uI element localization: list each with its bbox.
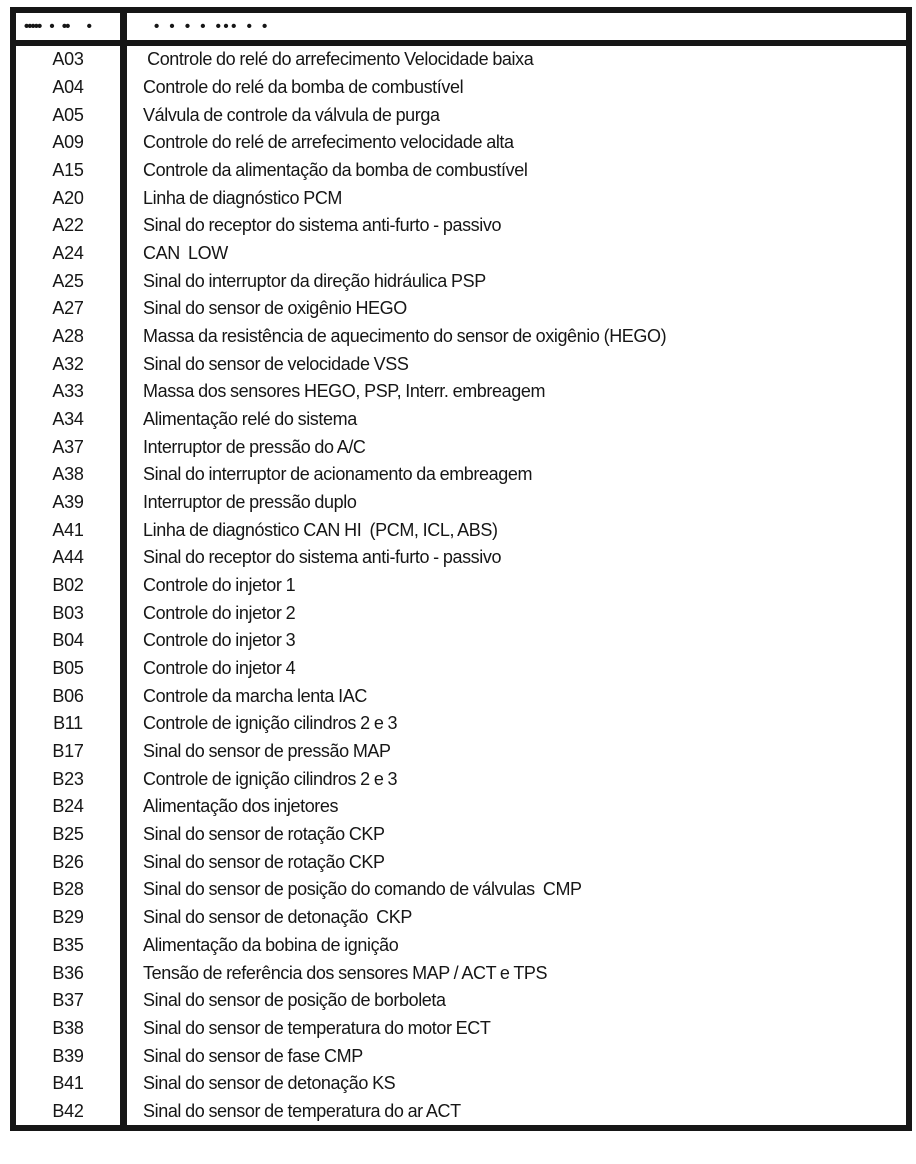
pin-cell: B35 <box>16 932 127 960</box>
description-cell: Sinal do sensor de fase CMP <box>143 1045 363 1066</box>
table-row <box>16 212 906 240</box>
pin-cell: A03 <box>16 46 127 74</box>
table-row <box>16 572 906 600</box>
pin-cell: B41 <box>16 1070 127 1098</box>
description-cell: Sinal do interruptor da direção hidráulica PSP <box>143 270 486 291</box>
table-row <box>16 821 906 849</box>
pin-cell: B06 <box>16 682 127 710</box>
description-cell: Sinal do sensor de rotação CKP <box>143 851 385 872</box>
table-row <box>16 959 906 987</box>
description-cell: Sinal do sensor de oxigênio HEGO <box>143 298 407 319</box>
table-row <box>16 544 906 572</box>
table-row <box>16 710 906 738</box>
pin-cell: A27 <box>16 295 127 323</box>
pin-cell: B25 <box>16 821 127 849</box>
description-cell: Sinal do interruptor de acionamento da embreagem <box>143 464 533 485</box>
table-row <box>16 46 906 74</box>
description-cell: Sinal do sensor de posição de borboleta <box>143 990 446 1011</box>
description-cell: Massa da resistência de aquecimento do sensor de oxigênio (HEGO) <box>143 326 667 347</box>
description-cell: Alimentação dos injetores <box>143 796 339 817</box>
description-cell: Controle da alimentação da bomba de combustível <box>143 160 528 181</box>
pin-cell: A44 <box>16 544 127 572</box>
pin-cell: B37 <box>16 987 127 1015</box>
pin-cell: B04 <box>16 627 127 655</box>
table-row <box>16 489 906 517</box>
pin-cell: B28 <box>16 876 127 904</box>
table-row <box>16 655 906 683</box>
pin-cell: B39 <box>16 1042 127 1070</box>
pin-cell: A24 <box>16 240 127 268</box>
pin-cell: B38 <box>16 1015 127 1043</box>
pin-cell: B17 <box>16 738 127 766</box>
description-cell: Controle do injetor 1 <box>143 575 296 596</box>
table-row <box>16 1070 906 1098</box>
table-row <box>16 876 906 904</box>
description-cell: Sinal do sensor de posição do comando de válvulas CMP <box>143 879 582 900</box>
table-row <box>16 987 906 1015</box>
table-row <box>16 184 906 212</box>
table-row <box>16 323 906 351</box>
description-cell: Sinal do receptor do sistema anti-furto - passivo <box>143 547 502 568</box>
description-cell: Sinal do receptor do sistema anti-furto - passivo <box>143 215 502 236</box>
pin-cell: A32 <box>16 350 127 378</box>
table-row <box>16 433 906 461</box>
table-row <box>16 1098 906 1126</box>
table-row <box>16 240 906 268</box>
description-cell: Controle do injetor 4 <box>143 658 296 679</box>
pin-cell: B42 <box>16 1098 127 1126</box>
pin-cell: B24 <box>16 793 127 821</box>
table-row <box>16 848 906 876</box>
pin-cell: A41 <box>16 516 127 544</box>
header-pin-column: ••••• • •• • <box>16 13 127 40</box>
description-cell: Controle de ignição cilindros 2 e 3 <box>143 713 398 734</box>
table-row <box>16 627 906 655</box>
pin-cell: A05 <box>16 101 127 129</box>
table-row <box>16 74 906 102</box>
header-description-column: • • • • ••• • • <box>154 18 270 35</box>
description-cell: Sinal do sensor de detonação CKP <box>143 907 412 928</box>
table-row <box>16 101 906 129</box>
pin-cell: A20 <box>16 184 127 212</box>
description-cell: Tensão de referência dos sensores MAP / ACT e TPS <box>143 962 548 983</box>
pin-cell: B23 <box>16 765 127 793</box>
table-row <box>16 682 906 710</box>
pin-cell: B36 <box>16 959 127 987</box>
table-row <box>16 599 906 627</box>
pin-cell: A34 <box>16 406 127 434</box>
table-row <box>16 267 906 295</box>
description-cell: Controle do injetor 3 <box>143 630 296 651</box>
pin-cell: B03 <box>16 599 127 627</box>
table-row <box>16 406 906 434</box>
description-cell: Massa dos sensores HEGO, PSP, Interr. embreagem <box>143 381 546 402</box>
table-row <box>16 1015 906 1043</box>
description-cell: Controle do relé do arrefecimento Velocidade baixa <box>143 49 534 70</box>
pin-cell: B26 <box>16 848 127 876</box>
pin-cell: B29 <box>16 904 127 932</box>
pin-cell: A22 <box>16 212 127 240</box>
description-cell: Linha de diagnóstico CAN HI (PCM, ICL, ABS) <box>143 519 498 540</box>
pin-cell: A15 <box>16 157 127 185</box>
description-cell: Sinal do sensor de pressão MAP <box>143 741 391 762</box>
pinout-table <box>10 7 912 1131</box>
table-row <box>16 516 906 544</box>
description-cell: Controle da marcha lenta IAC <box>143 685 367 706</box>
description-cell: Interruptor de pressão duplo <box>143 492 357 513</box>
description-cell: Controle de ignição cilindros 2 e 3 <box>143 768 398 789</box>
table-body <box>16 46 906 1125</box>
description-cell: Sinal do sensor de velocidade VSS <box>143 353 409 374</box>
description-cell: Sinal do sensor de detonação KS <box>143 1073 396 1094</box>
pin-cell: A09 <box>16 129 127 157</box>
pin-cell: B05 <box>16 655 127 683</box>
pin-cell: B02 <box>16 572 127 600</box>
description-cell: CAN LOW <box>143 243 228 264</box>
table-row <box>16 793 906 821</box>
description-cell: Interruptor de pressão do A/C <box>143 436 366 457</box>
pin-cell: A28 <box>16 323 127 351</box>
description-cell: Válvula de controle da válvula de purga <box>143 104 440 125</box>
pin-cell: B11 <box>16 710 127 738</box>
table-row <box>16 932 906 960</box>
description-cell: Alimentação da bobina de ignição <box>143 934 399 955</box>
table-row <box>16 350 906 378</box>
pin-cell: A33 <box>16 378 127 406</box>
table-row <box>16 765 906 793</box>
pin-cell: A38 <box>16 461 127 489</box>
description-cell: Linha de diagnóstico PCM <box>143 187 343 208</box>
table-row <box>16 1042 906 1070</box>
table-row <box>16 295 906 323</box>
pin-cell: A39 <box>16 489 127 517</box>
description-cell: Sinal do sensor de rotação CKP <box>143 824 385 845</box>
table-row <box>16 738 906 766</box>
description-cell: Controle do relé da bomba de combustível <box>143 77 464 97</box>
description-cell: Controle do relé de arrefecimento velocidade alta <box>143 132 514 153</box>
table-header-row <box>16 13 906 46</box>
table-row <box>16 157 906 185</box>
description-cell: Alimentação relé do sistema <box>143 409 357 430</box>
table-row <box>16 904 906 932</box>
table-row <box>16 378 906 406</box>
table-row <box>16 461 906 489</box>
description-cell: Controle do injetor 2 <box>143 602 296 623</box>
pin-cell: A25 <box>16 267 127 295</box>
pin-cell: A04 <box>16 74 127 102</box>
pin-cell: A37 <box>16 433 127 461</box>
table-row <box>16 129 906 157</box>
description-cell: Sinal do sensor de temperatura do ar ACT <box>143 1100 461 1121</box>
description-cell: Sinal do sensor de temperatura do motor ECT <box>143 1017 491 1038</box>
